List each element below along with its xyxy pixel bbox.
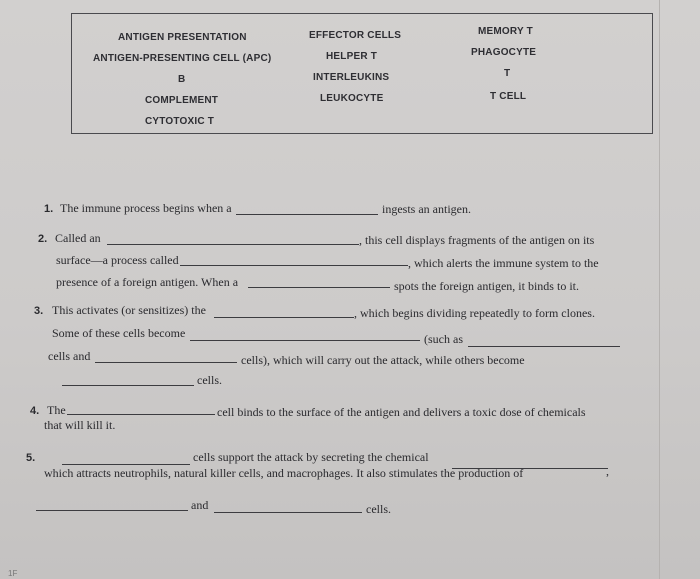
answer-blank[interactable] <box>236 214 378 215</box>
answer-blank[interactable] <box>67 414 215 415</box>
question-text: ingests an antigen. <box>382 202 471 216</box>
bank-term: EFFECTOR CELLS <box>309 30 402 41</box>
answer-blank[interactable] <box>62 385 194 386</box>
bank-term: CYTOTOXIC T <box>145 116 215 127</box>
bank-term: PHAGOCYTE <box>471 47 537 58</box>
question-text: The <box>47 403 66 417</box>
question-text: presence of a foreign antigen. When a <box>56 275 239 289</box>
bank-term: ANTIGEN PRESENTATION <box>118 32 247 43</box>
question-text: which attracts neutrophils, natural killer cells, and macrophages. It also stimulates the production of <box>44 466 524 480</box>
question-text: , which begins dividing repeatedly to form clones. <box>354 306 595 320</box>
question-text: , which alerts the immune system to the <box>408 256 599 270</box>
bank-term: HELPER T <box>326 51 378 62</box>
question-text: and <box>191 498 209 512</box>
answer-blank[interactable] <box>190 340 420 341</box>
bank-term: T <box>504 68 511 79</box>
question-text: cells), which will carry out the attack, while others become <box>241 353 525 367</box>
question-text: , this cell displays fragments of the antigen on its <box>359 233 595 247</box>
question-text: Some of these cells become <box>52 326 186 340</box>
answer-blank[interactable] <box>95 362 237 363</box>
bank-term: B <box>178 74 186 85</box>
answer-blank[interactable] <box>180 265 408 266</box>
answer-blank[interactable] <box>214 512 362 513</box>
question-number: 4. <box>30 405 40 417</box>
question-text: Called an <box>55 231 101 245</box>
answer-blank[interactable] <box>36 510 188 511</box>
question-text: The immune process begins when a <box>60 201 232 215</box>
question-number: 3. <box>34 305 44 317</box>
answer-blank[interactable] <box>107 244 359 245</box>
question-text: cell binds to the surface of the antigen and delivers a toxic dose of chemicals <box>217 405 586 419</box>
question-text: cells and <box>48 349 91 363</box>
answer-blank[interactable] <box>214 317 354 318</box>
corner-mark: 1F <box>8 569 18 578</box>
bank-term: T CELL <box>490 91 527 102</box>
question-text: cells. <box>366 502 391 516</box>
question-text: spots the foreign antigen, it binds to it. <box>394 279 579 293</box>
page-fold-line <box>659 0 660 579</box>
question-text: that will kill it. <box>44 418 116 432</box>
question-text: cells. <box>197 373 222 387</box>
question-text: (such as <box>424 332 463 346</box>
question-number: 2. <box>38 233 48 245</box>
answer-blank[interactable] <box>248 287 390 288</box>
answer-blank[interactable] <box>468 346 620 347</box>
question-text: cells support the attack by secreting the chemical <box>193 450 429 464</box>
question-number: 1. <box>44 203 54 215</box>
question-punctuation: , <box>606 464 609 478</box>
bank-term: ANTIGEN-PRESENTING CELL (APC) <box>93 53 272 64</box>
bank-term: INTERLEUKINS <box>313 72 390 83</box>
bank-term: MEMORY T <box>478 26 533 37</box>
question-text: This activates (or sensitizes) the <box>52 303 206 317</box>
question-number: 5. <box>26 452 36 464</box>
bank-term: LEUKOCYTE <box>320 93 384 104</box>
bank-term: COMPLEMENT <box>145 95 219 106</box>
answer-blank[interactable] <box>62 464 190 465</box>
question-text: surface—a process called <box>56 253 179 267</box>
